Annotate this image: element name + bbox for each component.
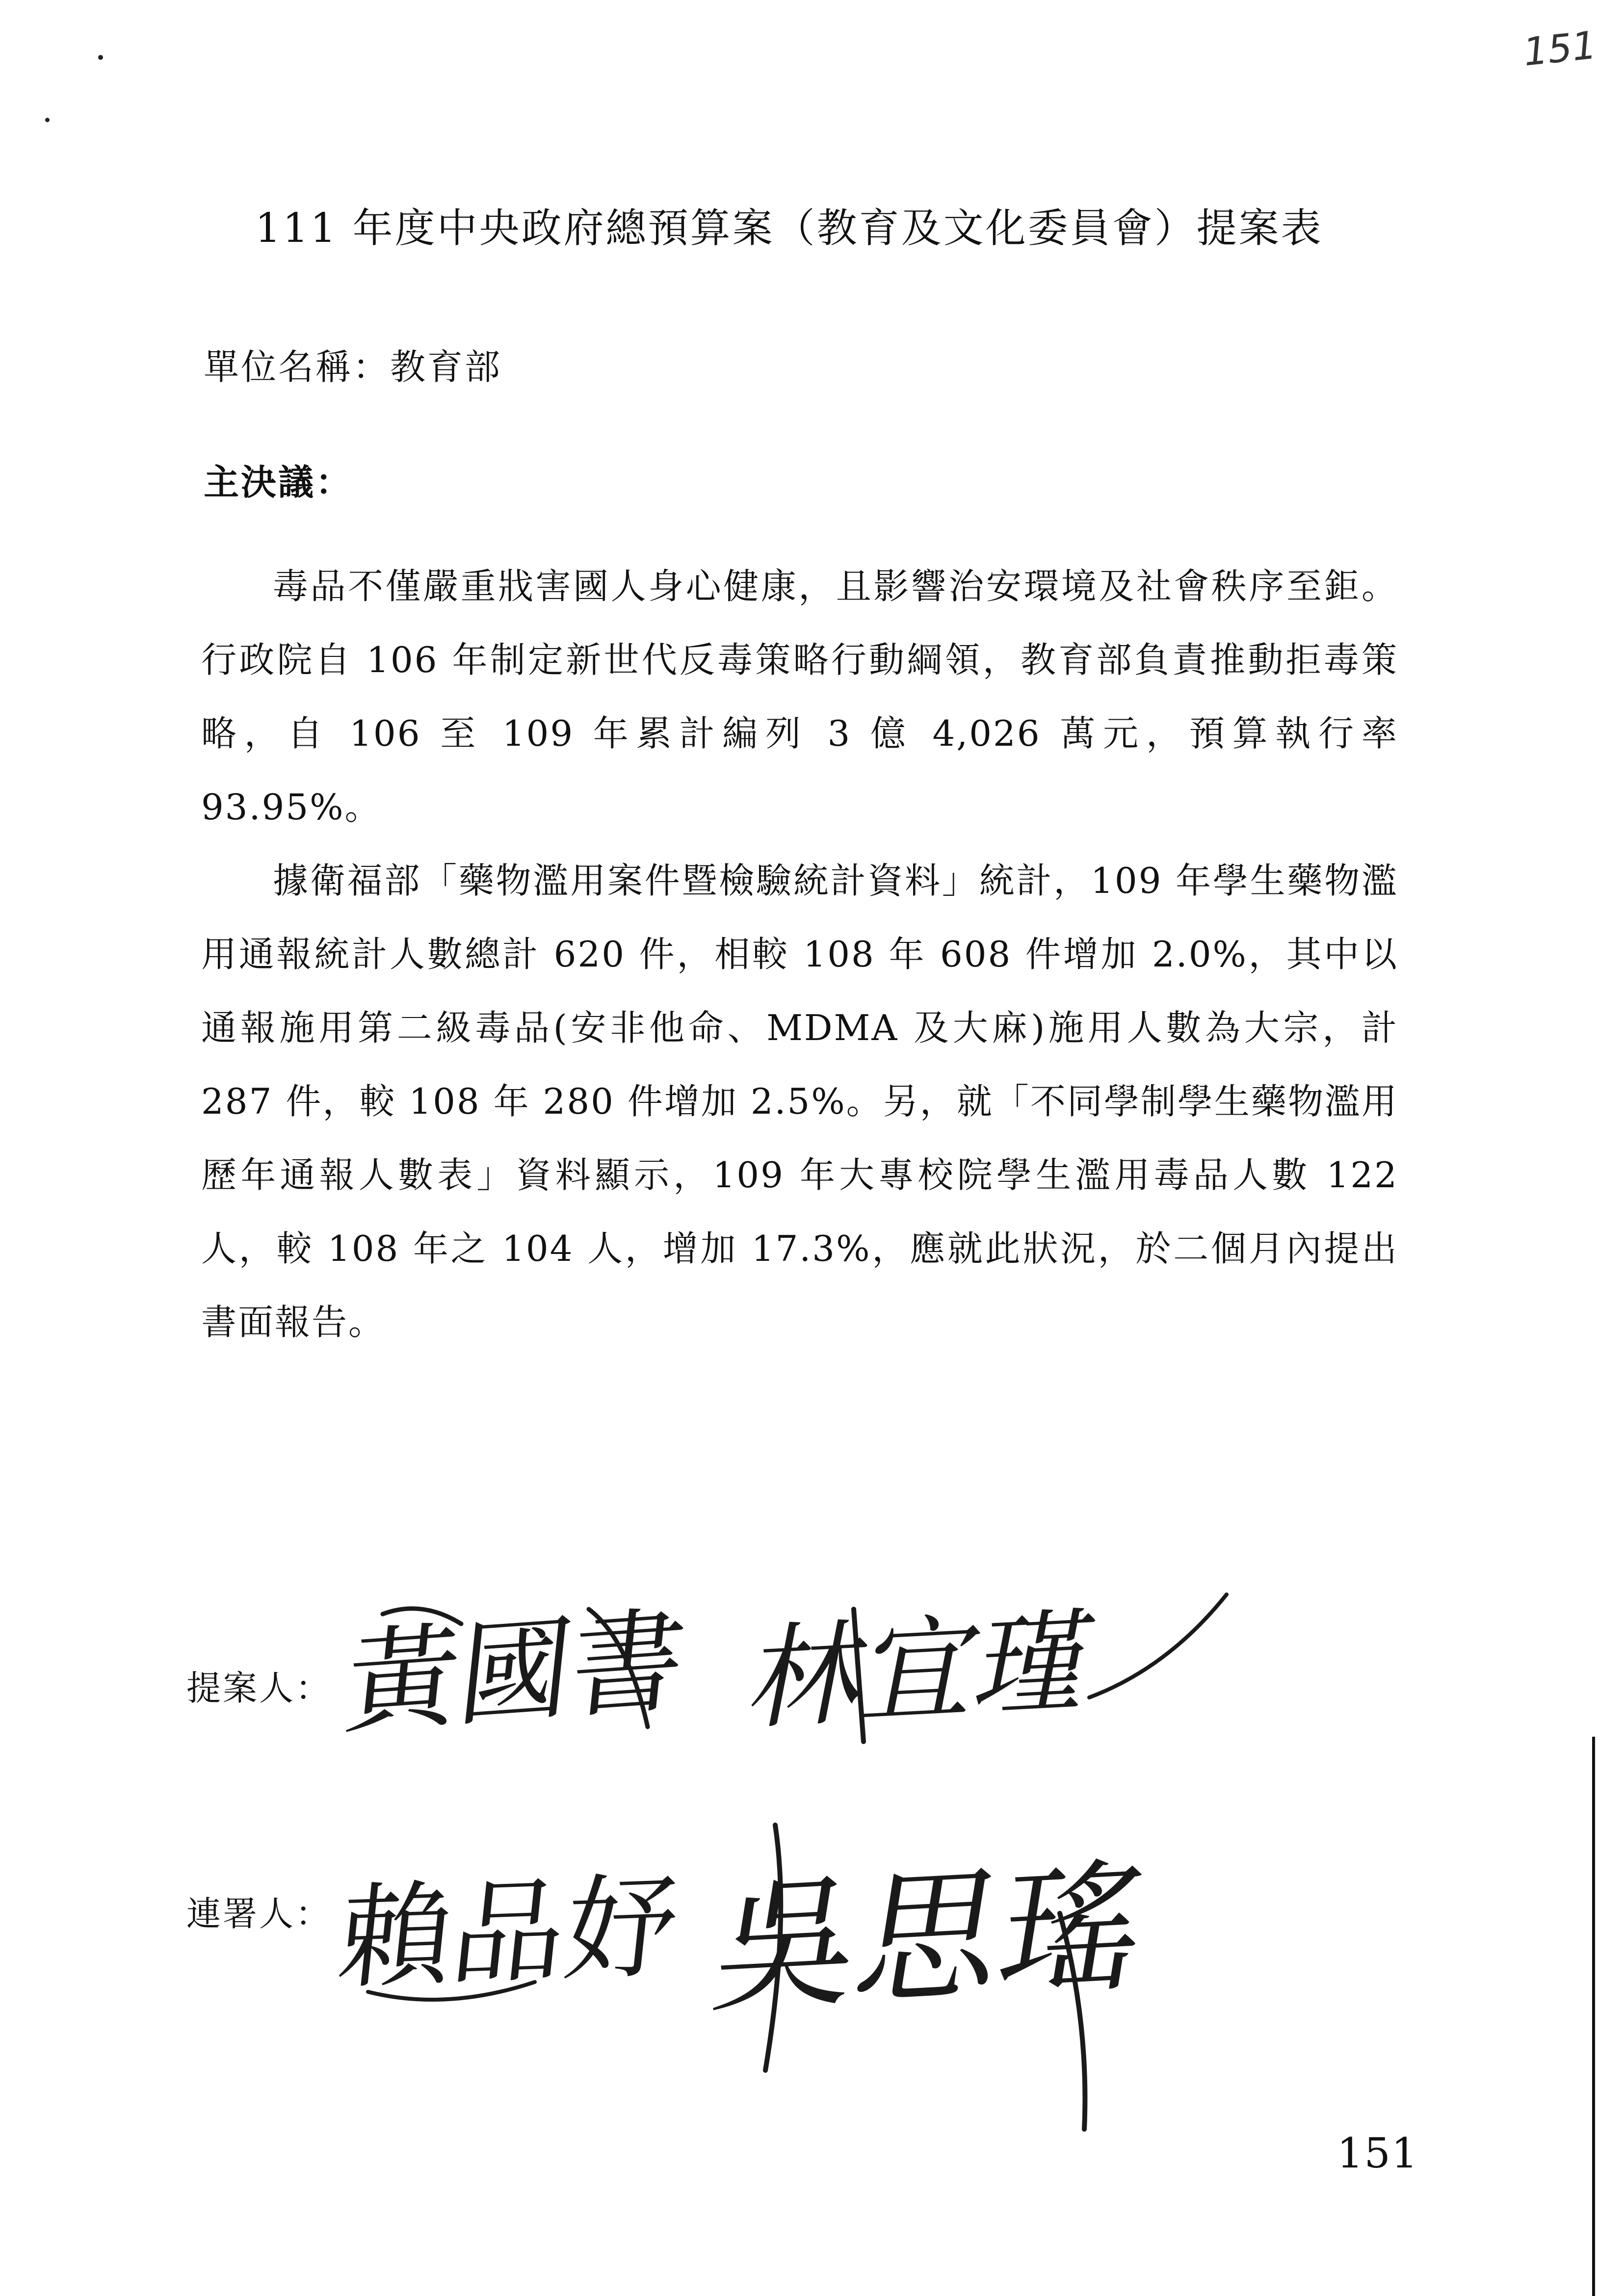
scan-edge-line [1592,1737,1595,2296]
handwritten-page-number: 151 [1521,23,1599,75]
cosigner-signature-2 [703,1776,1156,2139]
proposer-signature-2 [740,1580,1256,1766]
page-number: 151 [1337,2129,1419,2177]
cosigner-label: 連署人： [186,1894,332,1934]
scan-speck [98,55,103,60]
resolution-body [201,549,1398,1359]
svg-text:賴品妤: 賴品妤 [332,1860,685,2005]
main-resolution-label: 主決議： [204,461,353,503]
body-paragraph: 據衛福部「藥物濫用案件暨檢驗統計資料」統計，109 年學生藥物濫用通報統計人數總計 620 件，相較 108 年 608 件增加 2.0%，其中以通報施用第二級毒品(安非他命、MDMA 及大麻)施用人數為大宗，計 287 件，較 108 年 280 件增加 2.5%。另，就「不同學制學生藥物濫用歷年通報人數表」資料顯示，109 年大專校院學生濫用毒品人數 122 人，較 108 年之 104 人，增加 17.3%，應就此狀況，於二個月內提出書面報告。 [201,860,1398,1343]
svg-text:黃國書: 黃國書 [340,1594,691,1750]
svg-text:吳思瑤: 吳思瑤 [703,1843,1156,2033]
scan-speck [45,118,50,122]
svg-text:林宜瑾: 林宜瑾 [740,1595,1104,1746]
body-paragraph: 毒品不僅嚴重戕害國人身心健康，且影響治安環境及社會秩序至鉅。行政院自 106 年制定新世代反毒策略行動綱領，教育部負責推動拒毒策略，自 106 至 109 年累計編列 3 億 4,026 萬元，預算執行率 93.95%。 [201,566,1398,828]
document-title: 111 年度中央政府總預算案（教育及文化委員會）提案表 [255,205,1323,252]
unit-name-line: 單位名稱：教育部 [204,346,502,388]
cosigner-signature-1 [332,1835,685,2021]
proposer-label: 提案人： [186,1668,332,1708]
proposer-signature-1 [340,1580,691,1756]
